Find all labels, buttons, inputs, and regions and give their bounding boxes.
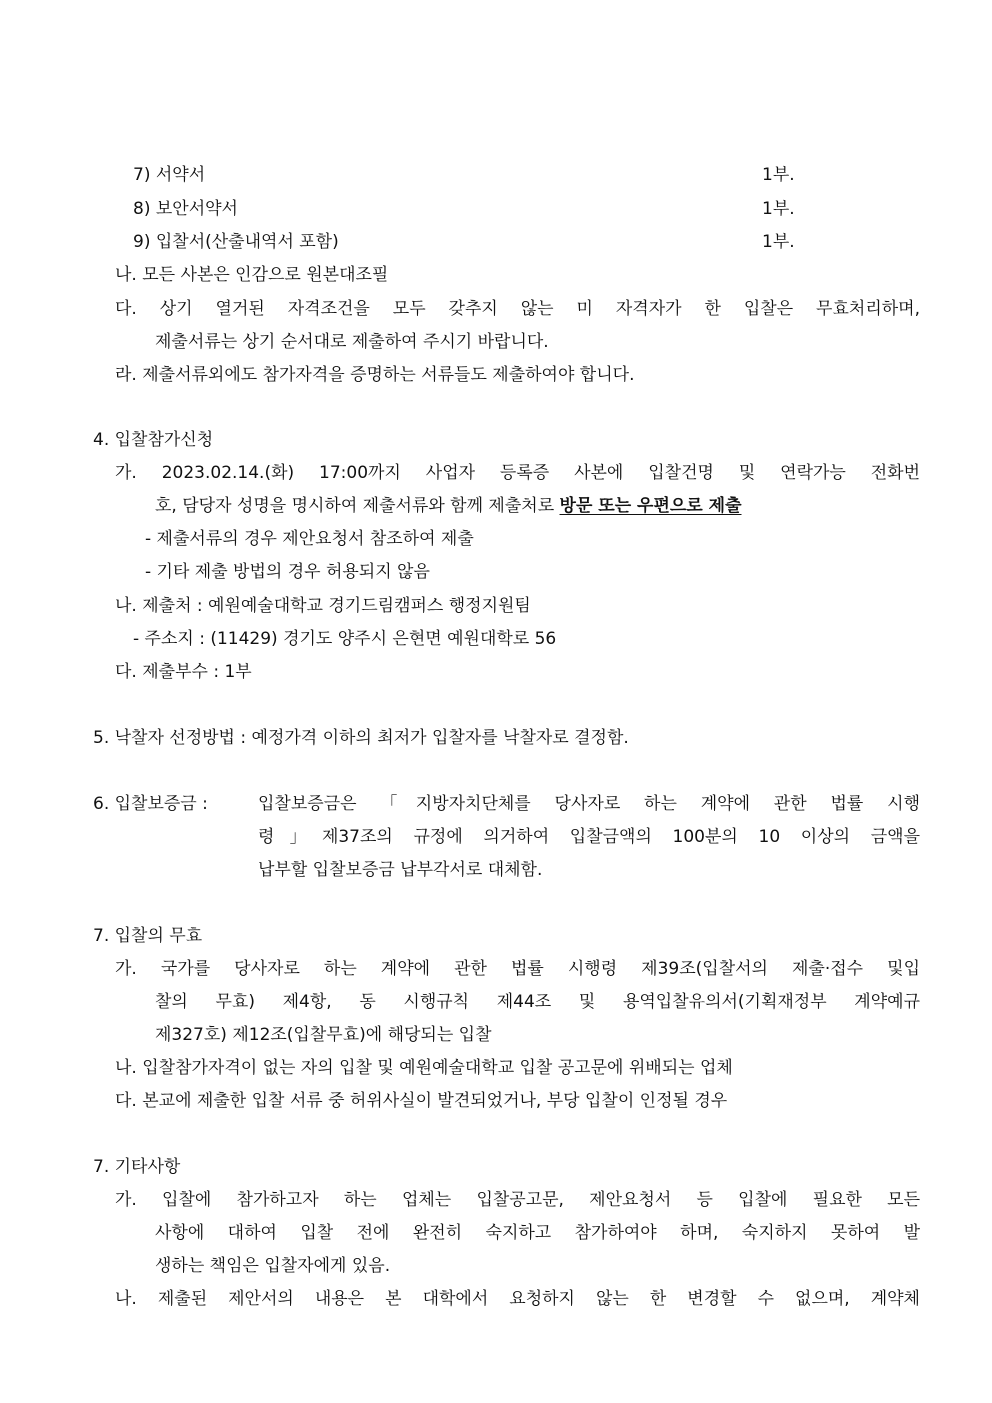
sec7-heading: 7. 입찰의 무효	[93, 926, 203, 946]
sec6-line2: 령」제37조의 규정에 의거하여 입찰금액의 100분의 10 이상의 금액을	[258, 827, 920, 847]
sec3-item-na: 나. 모든 사본은 인감으로 원본대조필	[115, 265, 389, 285]
sec4-note-other-methods: - 기타 제출 방법의 경우 허용되지 않음	[145, 562, 430, 582]
sec6-line3: 납부할 입찰보증금 납부각서로 대체함.	[258, 860, 543, 880]
doc-item-security-pledge	[133, 197, 813, 221]
doc-item-bid-form	[133, 230, 813, 254]
sec7-item-na: 나. 입찰참가자격이 없는 자의 입찰 및 예원예술대학교 입찰 공고문에 위배되는 업체	[115, 1058, 733, 1078]
sec7-item-ga-line2: 찰의 무효) 제4항, 동 시행규칙 제44조 및 용역입찰유의서(기획재정부 계약예규	[155, 992, 920, 1012]
doc-item-label: 7) 서약서	[133, 165, 206, 185]
doc-item-copies: 1부.	[762, 232, 795, 252]
sec8-item-ga-line3: 생하는 책임은 입찰자에게 있음.	[155, 1256, 391, 1276]
sec8-item-ga-line2: 사항에 대하여 입찰 전에 완전히 숙지하고 참가하여야 하며, 숙지하지 못하여 발	[155, 1223, 920, 1243]
doc-item-pledge	[133, 163, 813, 187]
sec7-item-ga-line1: 가. 국가를 당사자로 하는 계약에 관한 법률 시행령 제39조(입찰서의 제출·접수 및입	[115, 959, 920, 979]
sec3-item-ra: 라. 제출서류외에도 참가자격을 증명하는 서류들도 제출하여야 합니다.	[115, 365, 635, 385]
doc-item-copies: 1부.	[762, 199, 795, 219]
doc-item-copies: 1부.	[762, 165, 795, 185]
sec5-text: 5. 낙찰자 선정방법 : 예정가격 이하의 최저가 입찰자를 낙찰자로 결정함.	[93, 728, 629, 748]
sec4-item-na: 나. 제출처 : 예원예술대학교 경기드림캠퍼스 행정지원팀	[115, 596, 531, 616]
sec7-item-da: 다. 본교에 제출한 입찰 서류 중 허위사실이 발견되었거나, 부당 입찰이 인정될 경우	[115, 1091, 728, 1111]
sec4-item-da: 다. 제출부수 : 1부	[115, 662, 252, 682]
sec6-line1: 입찰보증금은 「지방자치단체를 당사자로 하는 계약에 관한 법률 시행	[258, 794, 920, 814]
sec4-item-ga-line2	[155, 494, 742, 518]
sec8-item-ga-line1: 가. 입찰에 참가하고자 하는 업체는 입찰공고문, 제안요청서 등 입찰에 필요한 모든	[115, 1190, 920, 1210]
submission-method-emphasis: 방문 또는 우편으로 제출	[559, 496, 742, 516]
sec4-address: - 주소지 : (11429) 경기도 양주시 은현면 예원대학로 56	[133, 629, 557, 649]
sec7-item-ga-line3: 제327호) 제12조(입찰무효)에 해당되는 입찰	[155, 1025, 492, 1045]
sec4-note-documents: - 제출서류의 경우 제안요청서 참조하여 제출	[145, 529, 474, 549]
sec3-item-da-line2: 제출서류는 상기 순서대로 제출하여 주시기 바랍니다.	[155, 332, 549, 352]
sec4-item-ga-line1: 가. 2023.02.14.(화) 17:00까지 사업자 등록증 사본에 입찰건명 및 연락가능 전화번	[115, 463, 920, 483]
sec4-ga-text: 호, 담당자 성명을 명시하여 제출서류와 함께 제출처로	[155, 496, 560, 516]
sec8-item-na-line1: 나. 제출된 제안서의 내용은 본 대학에서 요청하지 않는 한 변경할 수 없으며, 계약체	[115, 1289, 920, 1309]
doc-item-label: 9) 입찰서(산출내역서 포함)	[133, 232, 339, 252]
doc-item-label: 8) 보안서약서	[133, 199, 238, 219]
sec6-label: 6. 입찰보증금 :	[93, 794, 208, 814]
sec8-heading: 7. 기타사항	[93, 1157, 181, 1177]
sec4-heading: 4. 입찰참가신청	[93, 430, 214, 450]
sec3-item-da-line1: 다. 상기 열거된 자격조건을 모두 갖추지 않는 미 자격자가 한 입찰은 무효처리하며,	[115, 299, 920, 319]
